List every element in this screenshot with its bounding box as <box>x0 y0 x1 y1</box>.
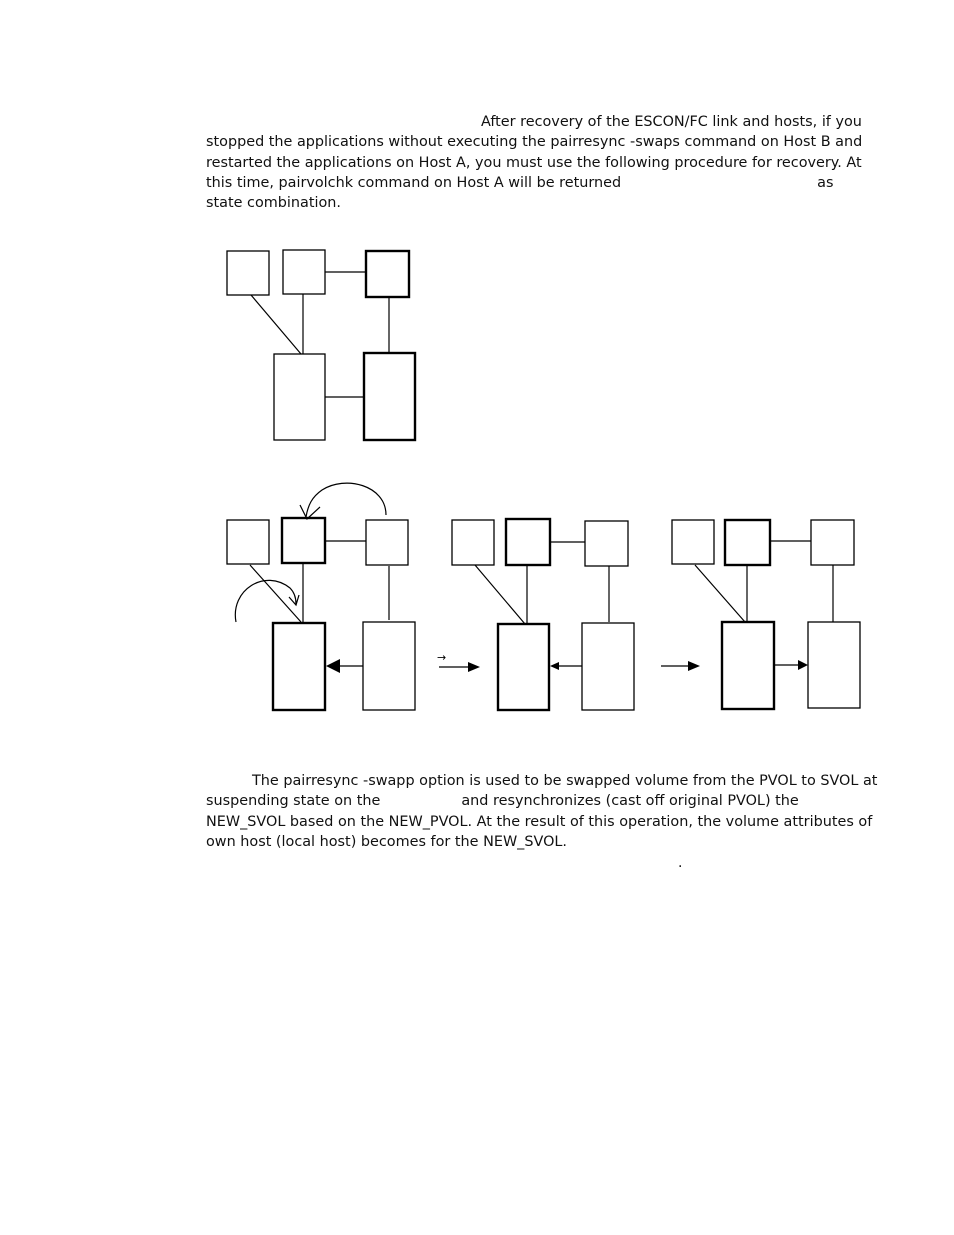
host-box <box>282 518 325 563</box>
connector-line <box>695 565 745 622</box>
diagram-step-3 <box>672 520 860 709</box>
diagram-step-1 <box>227 483 415 710</box>
swapp-line-4: own host (local host) becomes for the NEW_SVOL. <box>206 833 568 850</box>
arrowhead-left <box>550 662 559 670</box>
intro-line-4-end: as <box>817 174 834 191</box>
connector-line <box>251 295 301 354</box>
host-box <box>725 520 770 565</box>
host-box <box>366 251 409 297</box>
swapp-line-3: NEW_SVOL based on the NEW_PVOL. At the result of this operation, the volume attributes of <box>206 813 873 830</box>
step-arrow-1 <box>437 651 480 672</box>
diagram-step-2 <box>452 519 634 710</box>
host-box <box>672 520 714 564</box>
intro-line-4-start: this time, pairvolchk command on Host A will be returned <box>206 174 622 191</box>
host-box <box>227 251 269 295</box>
stray-mark: . <box>678 855 683 871</box>
swapp-line-2-end: and resynchronizes (cast off original PVOL) the <box>461 793 799 810</box>
swap-curve <box>306 483 386 517</box>
intro-line-3: restarted the applications on Host A, you must use the following procedure for recovery. At <box>206 154 862 171</box>
volume-box <box>582 623 634 710</box>
volume-box <box>273 623 325 710</box>
step-arrow-2 <box>661 661 700 671</box>
volume-box <box>363 622 415 710</box>
host-box <box>366 520 408 565</box>
volume-box <box>364 353 415 440</box>
volume-box <box>722 622 774 709</box>
intro-line-5: state combination. <box>206 195 341 212</box>
host-box <box>227 520 269 564</box>
small-arrow-glyph: → <box>437 651 447 664</box>
swapp-paragraph <box>206 771 878 852</box>
arrowhead-right <box>798 660 808 670</box>
volume-box <box>808 622 860 708</box>
volume-box <box>274 354 325 440</box>
host-box <box>585 521 628 566</box>
swapp-line-1: The pairresync -swapp option is used to be swapped volume from the PVOL to SVOL at <box>252 773 878 789</box>
host-box <box>506 519 550 565</box>
arrowhead-left <box>326 659 340 673</box>
swapp-line-2-start: suspending state on the <box>206 793 381 810</box>
intro-line-2: stopped the applications without executing the pairresync -swaps command on Host B and <box>206 134 863 151</box>
volume-box <box>498 624 549 710</box>
connector-line <box>475 565 525 624</box>
diagram-initial-state <box>227 250 415 440</box>
host-box <box>452 520 494 565</box>
takeover-arrowhead <box>289 595 299 605</box>
host-box <box>811 520 854 565</box>
host-box <box>283 250 325 294</box>
intro-line-1: After recovery of the ESCON/FC link and hosts, if you <box>481 114 862 130</box>
takeover-curve <box>235 580 296 622</box>
swapp-line-2 <box>206 791 858 811</box>
